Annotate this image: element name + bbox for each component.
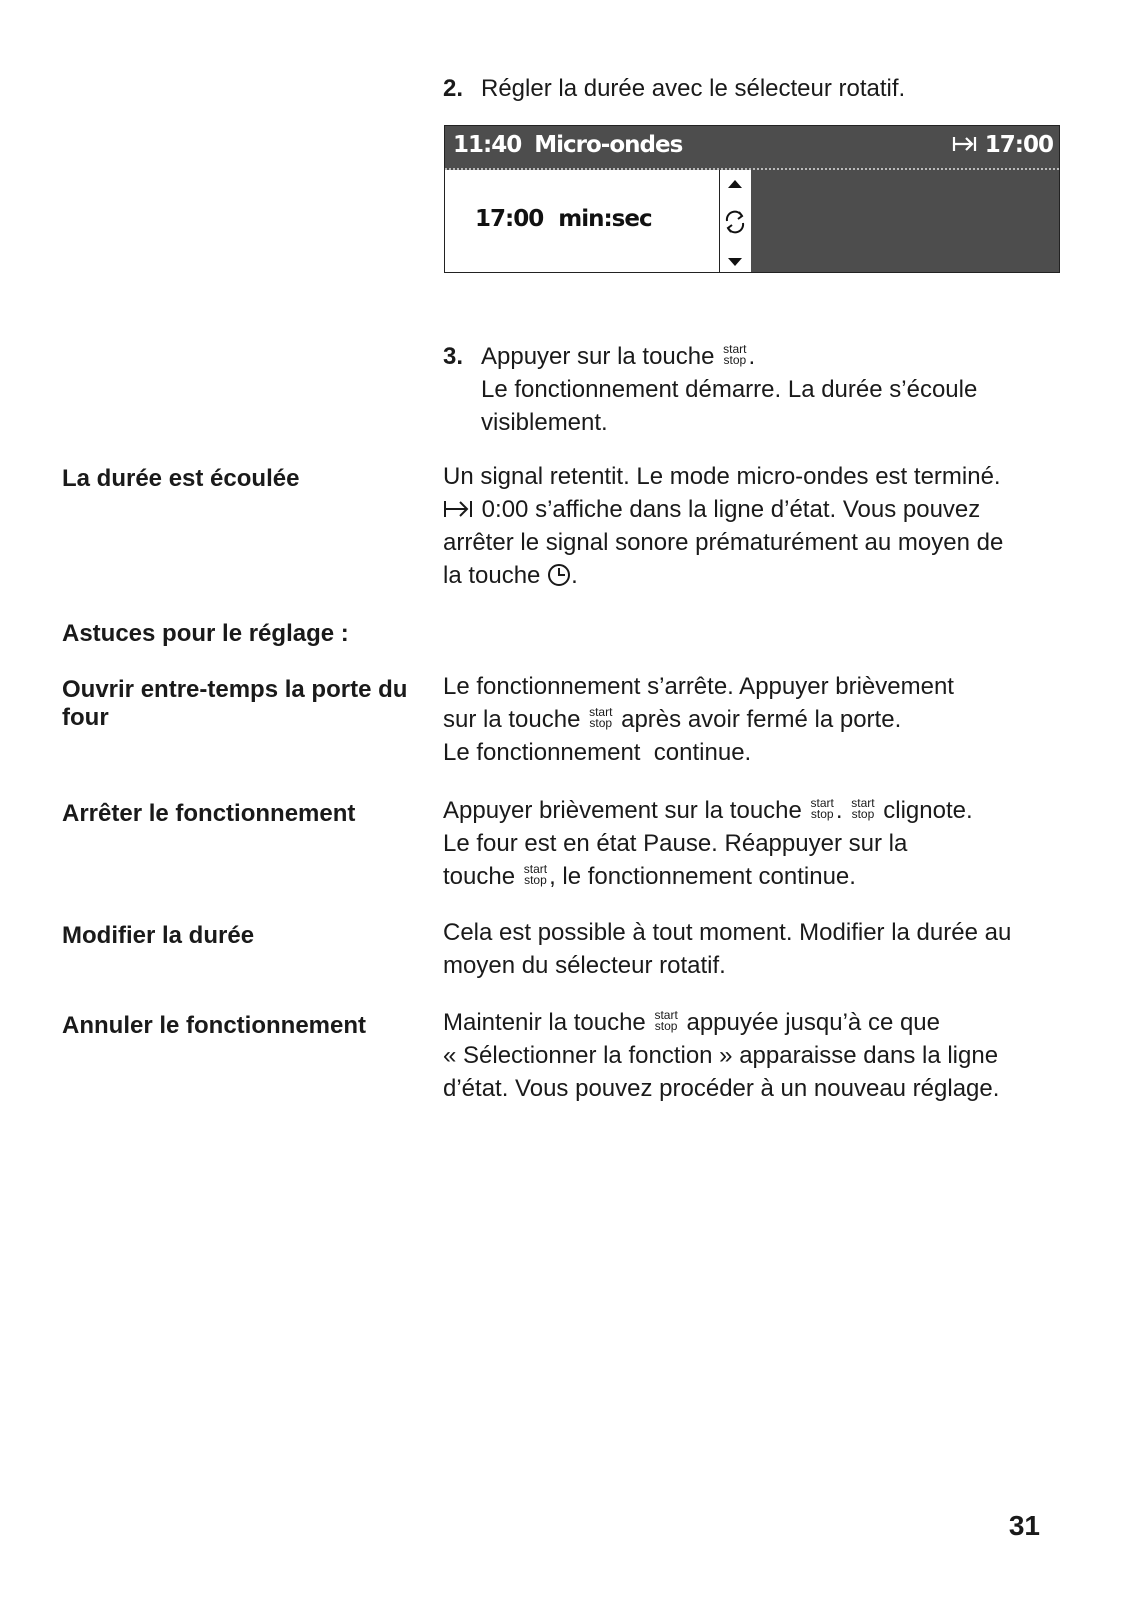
body-line: Un signal retentit. Le mode micro-ondes est terminé. [443, 463, 1001, 490]
step-3-line-1: 3. Appuyer sur la touche start stop . [443, 340, 977, 373]
scroll-up-icon[interactable] [728, 180, 742, 188]
body-text: s’affiche dans la ligne d’état. Vous pouvez [535, 496, 981, 523]
body-line [443, 703, 1083, 736]
display-mode: Micro-ondes [534, 132, 683, 158]
step-number: 3. [443, 343, 464, 370]
body-line: Le four est en état Pause. Réappuyer sur la [443, 830, 908, 857]
step-number: 2. [443, 75, 464, 102]
display-status-left [453, 132, 682, 158]
section-body-modify-duration [443, 916, 1103, 982]
display-end-time: 17:00 [984, 132, 1053, 158]
body-line: « Sélectionner la fonction » apparaisse dans la ligne [443, 1042, 999, 1069]
body-text: touche [443, 863, 516, 890]
rotary-selector-icon [727, 212, 743, 233]
start-stop-key-icon: start stop [589, 704, 613, 730]
display-scrollbar[interactable] [719, 170, 751, 272]
body-text: . [571, 562, 578, 589]
body-line: Cela est possible à tout moment. Modifier la durée au [443, 919, 1012, 946]
start-stop-key-icon: start stop [723, 341, 747, 367]
duration-value: 17:00 [475, 206, 544, 232]
body-line: moyen du sélecteur rotatif. [443, 952, 726, 979]
section-body-cancel-operation [443, 1006, 1083, 1105]
body-text: , le fonctionnement continue. [549, 863, 856, 890]
section-label-duration-elapsed: La durée est écoulée [62, 465, 300, 492]
body-text: sur la touche [443, 706, 581, 733]
body-text: la touche [443, 562, 541, 589]
step-3-line-3: visiblement. [481, 409, 608, 436]
body-line [443, 493, 1083, 526]
display-dark-area [751, 170, 1059, 272]
start-stop-key-icon: start stop [654, 1007, 678, 1033]
display-status-right [952, 132, 1053, 158]
start-stop-key-icon: start stop [851, 795, 875, 821]
section-body-duration-elapsed [443, 460, 1083, 592]
body-text: Maintenir la touche [443, 1009, 646, 1036]
tips-heading: Astuces pour le réglage : [62, 620, 349, 647]
body-line: Le fonctionnement s’arrête. Appuyer brièvement [443, 673, 954, 700]
body-line: Le fonctionnement continue. [443, 739, 752, 766]
body-text: Appuyer brièvement sur la touche [443, 797, 802, 824]
body-line: arrêter le signal sonore prématurément au moyen de [443, 529, 1004, 556]
duration-unit: min:sec [558, 206, 652, 232]
body-line: d’état. Vous pouvez procéder à un nouveau réglage. [443, 1075, 1000, 1102]
end-time-icon [952, 135, 978, 153]
body-text: appuyée jusqu’à ce que [686, 1009, 941, 1036]
body-line [443, 559, 1083, 592]
end-time-icon [443, 499, 475, 519]
section-label-cancel-operation: Annuler le fonctionnement [62, 1012, 367, 1039]
step-3 [443, 340, 977, 439]
end-value: 0:00 [481, 496, 529, 523]
section-label-stop-operation: Arrêter le fonctionnement [62, 800, 356, 827]
section-body-open-door [443, 670, 1083, 769]
body-line: Appuyer brièvement sur la touche start stop . start stop clignote. [443, 795, 973, 824]
section-label-open-door: Ouvrir entre-temps la porte du four [62, 676, 408, 731]
page-number: 31 [1008, 1510, 1040, 1541]
step-text: Appuyer sur la touche [481, 343, 715, 370]
display-status-bar [445, 126, 1059, 170]
body-line [443, 1006, 1083, 1039]
display-clock: 11:40 [453, 132, 522, 158]
body-line [443, 860, 1083, 893]
scroll-down-icon[interactable] [728, 258, 742, 266]
body-text: clignote. [883, 797, 973, 824]
section-label-modify-duration: Modifier la durée [62, 922, 255, 949]
body-text: après avoir fermé la porte. [621, 706, 902, 733]
duration-readout [475, 206, 652, 232]
step-text: Régler la durée avec le sélecteur rotatif. [481, 75, 906, 102]
oven-display [444, 125, 1060, 273]
clock-icon [547, 563, 571, 587]
start-stop-key-icon: start stop [523, 861, 548, 887]
section-body-stop-operation [443, 794, 1083, 893]
step-3-line-2: Le fonctionnement démarre. La durée s’écoule [481, 376, 978, 403]
step-2 [443, 72, 905, 105]
start-stop-key-icon: start stop [810, 795, 834, 821]
